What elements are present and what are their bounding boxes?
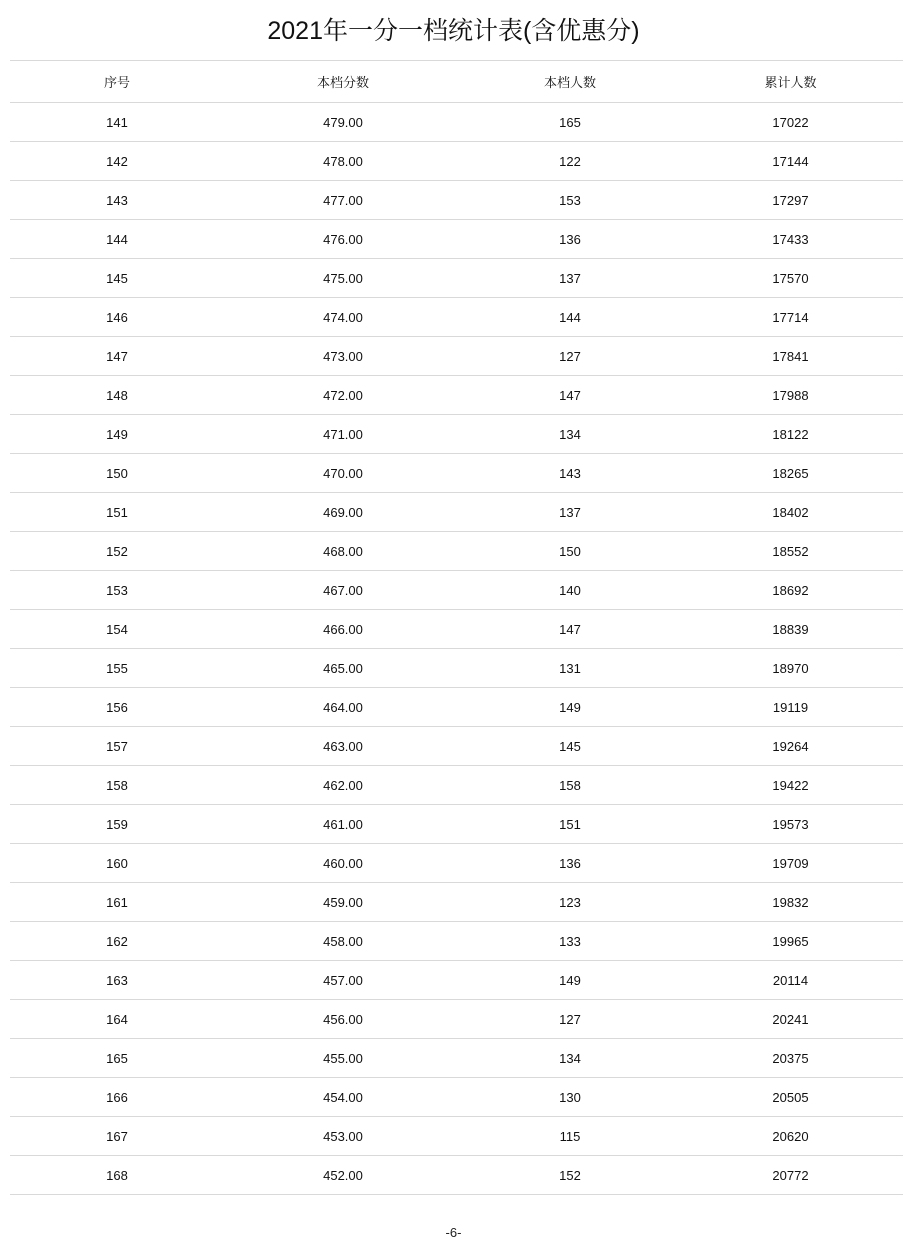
cell-cumulative: 19573 — [678, 805, 903, 844]
cell-cumulative: 18265 — [678, 454, 903, 493]
cell-score: 474.00 — [224, 298, 462, 337]
cell-index: 143 — [10, 181, 224, 220]
cell-score: 460.00 — [224, 844, 462, 883]
cell-score: 472.00 — [224, 376, 462, 415]
cell-index: 141 — [10, 103, 224, 142]
cell-cumulative: 17714 — [678, 298, 903, 337]
table-body — [10, 103, 903, 1195]
table-row — [10, 688, 903, 727]
cell-count: 115 — [462, 1117, 678, 1156]
table-row — [10, 571, 903, 610]
cell-index: 163 — [10, 961, 224, 1000]
cell-cumulative: 17841 — [678, 337, 903, 376]
cell-index: 145 — [10, 259, 224, 298]
table-row — [10, 259, 903, 298]
cell-score: 473.00 — [224, 337, 462, 376]
cell-count: 137 — [462, 493, 678, 532]
cell-score: 470.00 — [224, 454, 462, 493]
cell-score: 454.00 — [224, 1078, 462, 1117]
cell-cumulative: 17144 — [678, 142, 903, 181]
cell-score: 453.00 — [224, 1117, 462, 1156]
table-row — [10, 1000, 903, 1039]
cell-cumulative: 19832 — [678, 883, 903, 922]
cell-count: 143 — [462, 454, 678, 493]
cell-index: 159 — [10, 805, 224, 844]
table-row — [10, 454, 903, 493]
table-row — [10, 415, 903, 454]
cell-count: 165 — [462, 103, 678, 142]
cell-count: 136 — [462, 220, 678, 259]
cell-score: 465.00 — [224, 649, 462, 688]
cell-count: 134 — [462, 1039, 678, 1078]
cell-index: 152 — [10, 532, 224, 571]
cell-index: 167 — [10, 1117, 224, 1156]
header-count: 本档人数 — [462, 61, 678, 103]
cell-score: 476.00 — [224, 220, 462, 259]
cell-count: 123 — [462, 883, 678, 922]
cell-cumulative: 20241 — [678, 1000, 903, 1039]
cell-index: 146 — [10, 298, 224, 337]
cell-index: 144 — [10, 220, 224, 259]
cell-count: 131 — [462, 649, 678, 688]
cell-index: 162 — [10, 922, 224, 961]
table-row — [10, 1156, 903, 1195]
cell-index: 153 — [10, 571, 224, 610]
cell-score: 478.00 — [224, 142, 462, 181]
table-row — [10, 610, 903, 649]
table-row — [10, 532, 903, 571]
page-number: -6- — [445, 1225, 462, 1240]
cell-index: 164 — [10, 1000, 224, 1039]
table-row — [10, 727, 903, 766]
cell-cumulative: 19709 — [678, 844, 903, 883]
cell-index: 165 — [10, 1039, 224, 1078]
cell-index: 158 — [10, 766, 224, 805]
cell-cumulative: 18692 — [678, 571, 903, 610]
cell-cumulative: 19264 — [678, 727, 903, 766]
cell-cumulative: 17433 — [678, 220, 903, 259]
cell-cumulative: 17988 — [678, 376, 903, 415]
cell-count: 151 — [462, 805, 678, 844]
table-row — [10, 220, 903, 259]
cell-count: 137 — [462, 259, 678, 298]
cell-score: 479.00 — [224, 103, 462, 142]
page-title: 2021年一分一档统计表(含优惠分) — [267, 17, 640, 45]
cell-cumulative: 19965 — [678, 922, 903, 961]
table-row — [10, 1039, 903, 1078]
header-score: 本档分数 — [224, 61, 462, 103]
cell-cumulative: 17297 — [678, 181, 903, 220]
table-row — [10, 649, 903, 688]
cell-index: 154 — [10, 610, 224, 649]
cell-score: 467.00 — [224, 571, 462, 610]
table-row — [10, 376, 903, 415]
cell-score: 464.00 — [224, 688, 462, 727]
table-row — [10, 298, 903, 337]
cell-score: 475.00 — [224, 259, 462, 298]
cell-cumulative: 20375 — [678, 1039, 903, 1078]
cell-index: 157 — [10, 727, 224, 766]
cell-cumulative: 18402 — [678, 493, 903, 532]
table-row — [10, 103, 903, 142]
cell-count: 158 — [462, 766, 678, 805]
cell-score: 462.00 — [224, 766, 462, 805]
cell-score: 477.00 — [224, 181, 462, 220]
cell-index: 150 — [10, 454, 224, 493]
cell-score: 468.00 — [224, 532, 462, 571]
cell-index: 168 — [10, 1156, 224, 1195]
cell-index: 160 — [10, 844, 224, 883]
cell-score: 459.00 — [224, 883, 462, 922]
table-row — [10, 922, 903, 961]
table-row — [10, 493, 903, 532]
cell-cumulative: 18839 — [678, 610, 903, 649]
cell-score: 455.00 — [224, 1039, 462, 1078]
cell-score: 471.00 — [224, 415, 462, 454]
cell-cumulative: 18122 — [678, 415, 903, 454]
cell-index: 149 — [10, 415, 224, 454]
cell-count: 153 — [462, 181, 678, 220]
cell-index: 147 — [10, 337, 224, 376]
cell-count: 127 — [462, 1000, 678, 1039]
cell-score: 463.00 — [224, 727, 462, 766]
cell-score: 469.00 — [224, 493, 462, 532]
cell-cumulative: 20505 — [678, 1078, 903, 1117]
cell-cumulative: 19422 — [678, 766, 903, 805]
cell-count: 130 — [462, 1078, 678, 1117]
table-row — [10, 337, 903, 376]
table-row — [10, 883, 903, 922]
cell-score: 456.00 — [224, 1000, 462, 1039]
cell-score: 452.00 — [224, 1156, 462, 1195]
cell-index: 151 — [10, 493, 224, 532]
header-index: 序号 — [10, 61, 224, 103]
table-header-row — [10, 61, 903, 103]
cell-cumulative: 19119 — [678, 688, 903, 727]
cell-count: 150 — [462, 532, 678, 571]
cell-count: 147 — [462, 610, 678, 649]
cell-count: 134 — [462, 415, 678, 454]
cell-count: 147 — [462, 376, 678, 415]
cell-index: 142 — [10, 142, 224, 181]
cell-index: 155 — [10, 649, 224, 688]
table-row — [10, 766, 903, 805]
cell-index: 166 — [10, 1078, 224, 1117]
table-row — [10, 844, 903, 883]
cell-count: 133 — [462, 922, 678, 961]
cell-cumulative: 20114 — [678, 961, 903, 1000]
cell-count: 122 — [462, 142, 678, 181]
cell-count: 149 — [462, 961, 678, 1000]
cell-cumulative: 20620 — [678, 1117, 903, 1156]
cell-count: 152 — [462, 1156, 678, 1195]
cell-cumulative: 17570 — [678, 259, 903, 298]
cell-index: 161 — [10, 883, 224, 922]
cell-count: 140 — [462, 571, 678, 610]
cell-cumulative: 18552 — [678, 532, 903, 571]
cell-index: 156 — [10, 688, 224, 727]
header-cumulative: 累计人数 — [678, 61, 903, 103]
table-row — [10, 961, 903, 1000]
table-row — [10, 805, 903, 844]
cell-count: 145 — [462, 727, 678, 766]
cell-score: 457.00 — [224, 961, 462, 1000]
cell-count: 127 — [462, 337, 678, 376]
cell-score: 458.00 — [224, 922, 462, 961]
cell-count: 136 — [462, 844, 678, 883]
cell-score: 461.00 — [224, 805, 462, 844]
cell-score: 466.00 — [224, 610, 462, 649]
cell-index: 148 — [10, 376, 224, 415]
cell-count: 149 — [462, 688, 678, 727]
cell-count: 144 — [462, 298, 678, 337]
cell-cumulative: 18970 — [678, 649, 903, 688]
table-row — [10, 142, 903, 181]
table-row — [10, 1078, 903, 1117]
cell-cumulative: 17022 — [678, 103, 903, 142]
table-row — [10, 181, 903, 220]
score-table — [10, 60, 903, 1195]
cell-cumulative: 20772 — [678, 1156, 903, 1195]
table-row — [10, 1117, 903, 1156]
